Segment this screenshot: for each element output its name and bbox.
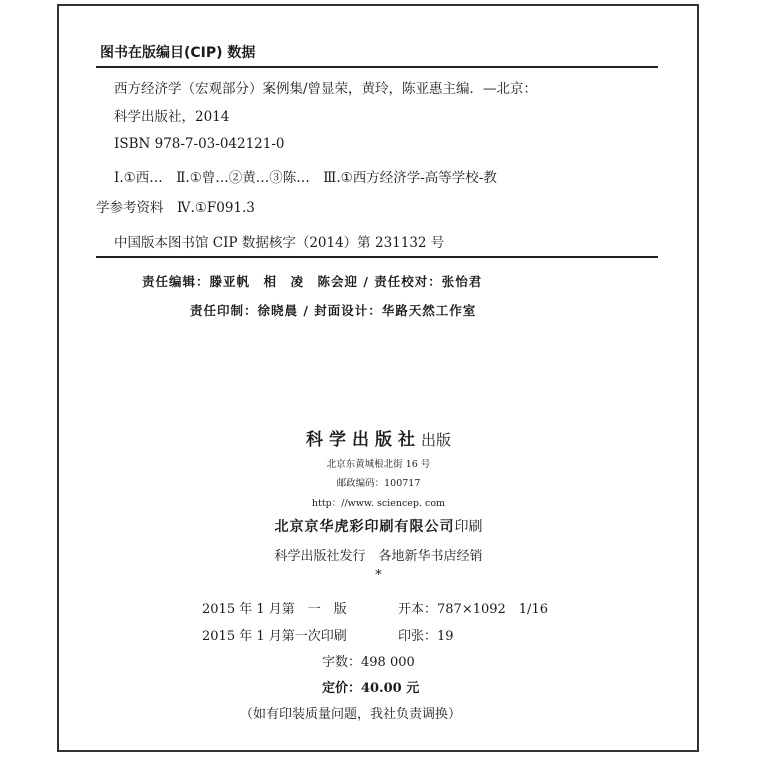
editors-line: 责任编辑：滕亚帆 相 凌 陈会迎 / 责任校对：张怡君 xyxy=(142,274,483,289)
printer-line xyxy=(0,516,757,536)
print-sheets: 印张：19 xyxy=(398,629,454,644)
cip-classification-line2: 学参考资料 Ⅳ.①F091.3 xyxy=(96,200,255,216)
price: 定价：40.00 元 xyxy=(322,681,420,696)
cip-classification-line1: Ⅰ.①西… Ⅱ.①曾…②黄…③陈… Ⅲ.①西方经济学-高等学校-教 xyxy=(114,170,497,186)
separator-star: * xyxy=(375,568,382,583)
quality-notice: （如有印装质量问题，我社负责调换） xyxy=(240,707,462,722)
cip-isbn: ISBN 978-7-03-042121-0 xyxy=(114,136,285,152)
cip-heading: 图书在版编目(CIP) 数据 xyxy=(100,45,256,61)
publisher-suffix: 出版 xyxy=(420,431,451,449)
cip-bottom-rule xyxy=(96,256,658,258)
cip-title-line2: 科学出版社，2014 xyxy=(114,109,230,125)
printer-name: 北京京华虎彩印刷有限公司 xyxy=(274,519,455,535)
publisher-line xyxy=(0,425,757,450)
publisher-address: 北京东黄城根北街 16 号 xyxy=(326,459,431,470)
print-date: 2015 年 1 月第一次印刷 xyxy=(202,629,347,644)
production-line: 责任印制：徐晓晨 / 封面设计：华路天然工作室 xyxy=(190,303,477,318)
edition-date: 2015 年 1 月第 一 版 xyxy=(202,602,347,617)
format-size: 开本：787×1092 1/16 xyxy=(398,602,548,617)
distribution-line: 科学出版社发行 各地新华书店经销 xyxy=(274,549,483,564)
publisher-postcode: 邮政编码：100717 xyxy=(336,478,421,489)
cip-title-line1: 西方经济学（宏观部分）案例集/曾显荣，黄玲，陈亚惠主编．—北京： xyxy=(114,81,538,97)
cip-library-number: 中国版本图书馆 CIP 数据核字（2014）第 231132 号 xyxy=(114,235,445,251)
publisher-name: 科学出版社 xyxy=(305,430,421,450)
cip-top-rule xyxy=(96,66,658,68)
publisher-url: http：//www. sciencep. com xyxy=(311,498,446,509)
printer-suffix: 印刷 xyxy=(454,519,483,535)
word-count: 字数：498 000 xyxy=(322,655,415,670)
